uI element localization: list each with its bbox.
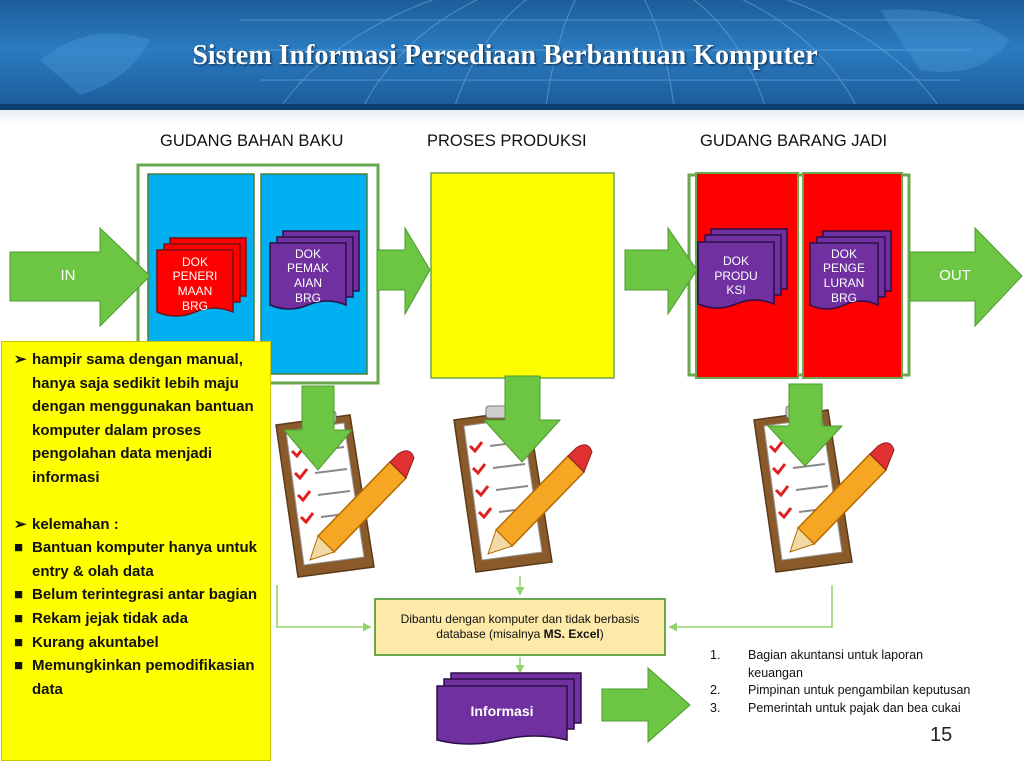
arrow-bullet-icon: ➢ [14,351,27,368]
weakness-item: ■ Belum terintegrasi antar bagian [14,583,268,607]
in-label: IN [60,266,76,284]
square-bullet-icon: ■ [14,586,24,604]
page-title: Sistem Informasi Persediaan Berbantuan Komputer [192,40,818,71]
production-box [431,173,614,378]
database-note-text: Dibantu dengan komputer dan tidak berbasis database (misalnya MS. Excel) [400,612,640,641]
usage-document-label: DOK PEMAK AIAN BRG [286,246,329,305]
recipients-list [706,647,976,717]
connector-raw-to-db [277,585,370,627]
page-number: 15 [930,724,953,746]
recipient-item: 1. Bagian akuntansi untuk laporan keuangan [710,648,924,680]
square-bullet-icon: ■ [14,657,24,675]
column-title-production: PROSES PRODUKSI [427,132,587,150]
square-bullet-icon: ■ [14,633,24,651]
out-label: OUT [939,266,971,284]
recipient-item: 2. Pimpinan untuk pengambilan keputusan [710,683,971,697]
arrow-to-recipients [602,668,690,742]
dispatch-document-label: DOK PENGE LURAN BRG [822,246,865,305]
weakness-item: ■ Memungkinkan pemodifikasian data [14,654,268,701]
weakness-heading: ➢ kelemahan : [14,513,268,537]
square-bullet-icon: ■ [14,539,24,557]
information-label: Informasi [470,703,534,720]
column-title-raw-warehouse: GUDANG BAHAN BAKU [160,132,344,150]
square-bullet-icon: ■ [14,609,24,627]
arrow-bullet-icon: ➢ [14,515,27,533]
notes-text [14,348,268,701]
weakness-item: ■ Kurang akuntabel [14,631,268,655]
flow-arrow-to-production [377,228,430,314]
weakness-item: ■ Bantuan komputer hanya untuk entry & olah data [14,536,268,583]
flow-arrow-to-finished [625,228,697,314]
weakness-item: ■ Rekam jejak tidak ada [14,607,268,631]
production-document-label: DOK PRODU KSI [714,254,758,298]
note-point: ➢ hampir sama dengan manual, hanya saja sedikit lebih maju dengan menggunakan bantuan komputer dalam proses pengolahan data menjadi informasi [14,348,268,490]
receipt-document-label: DOK PENERI MAAN BRG [172,254,218,313]
recipient-item: 3. Pemerintah untuk pajak dan bea cukai [710,700,961,715]
column-title-finished-warehouse: GUDANG BARANG JADI [700,132,888,150]
connector-finished-to-db [670,585,832,627]
